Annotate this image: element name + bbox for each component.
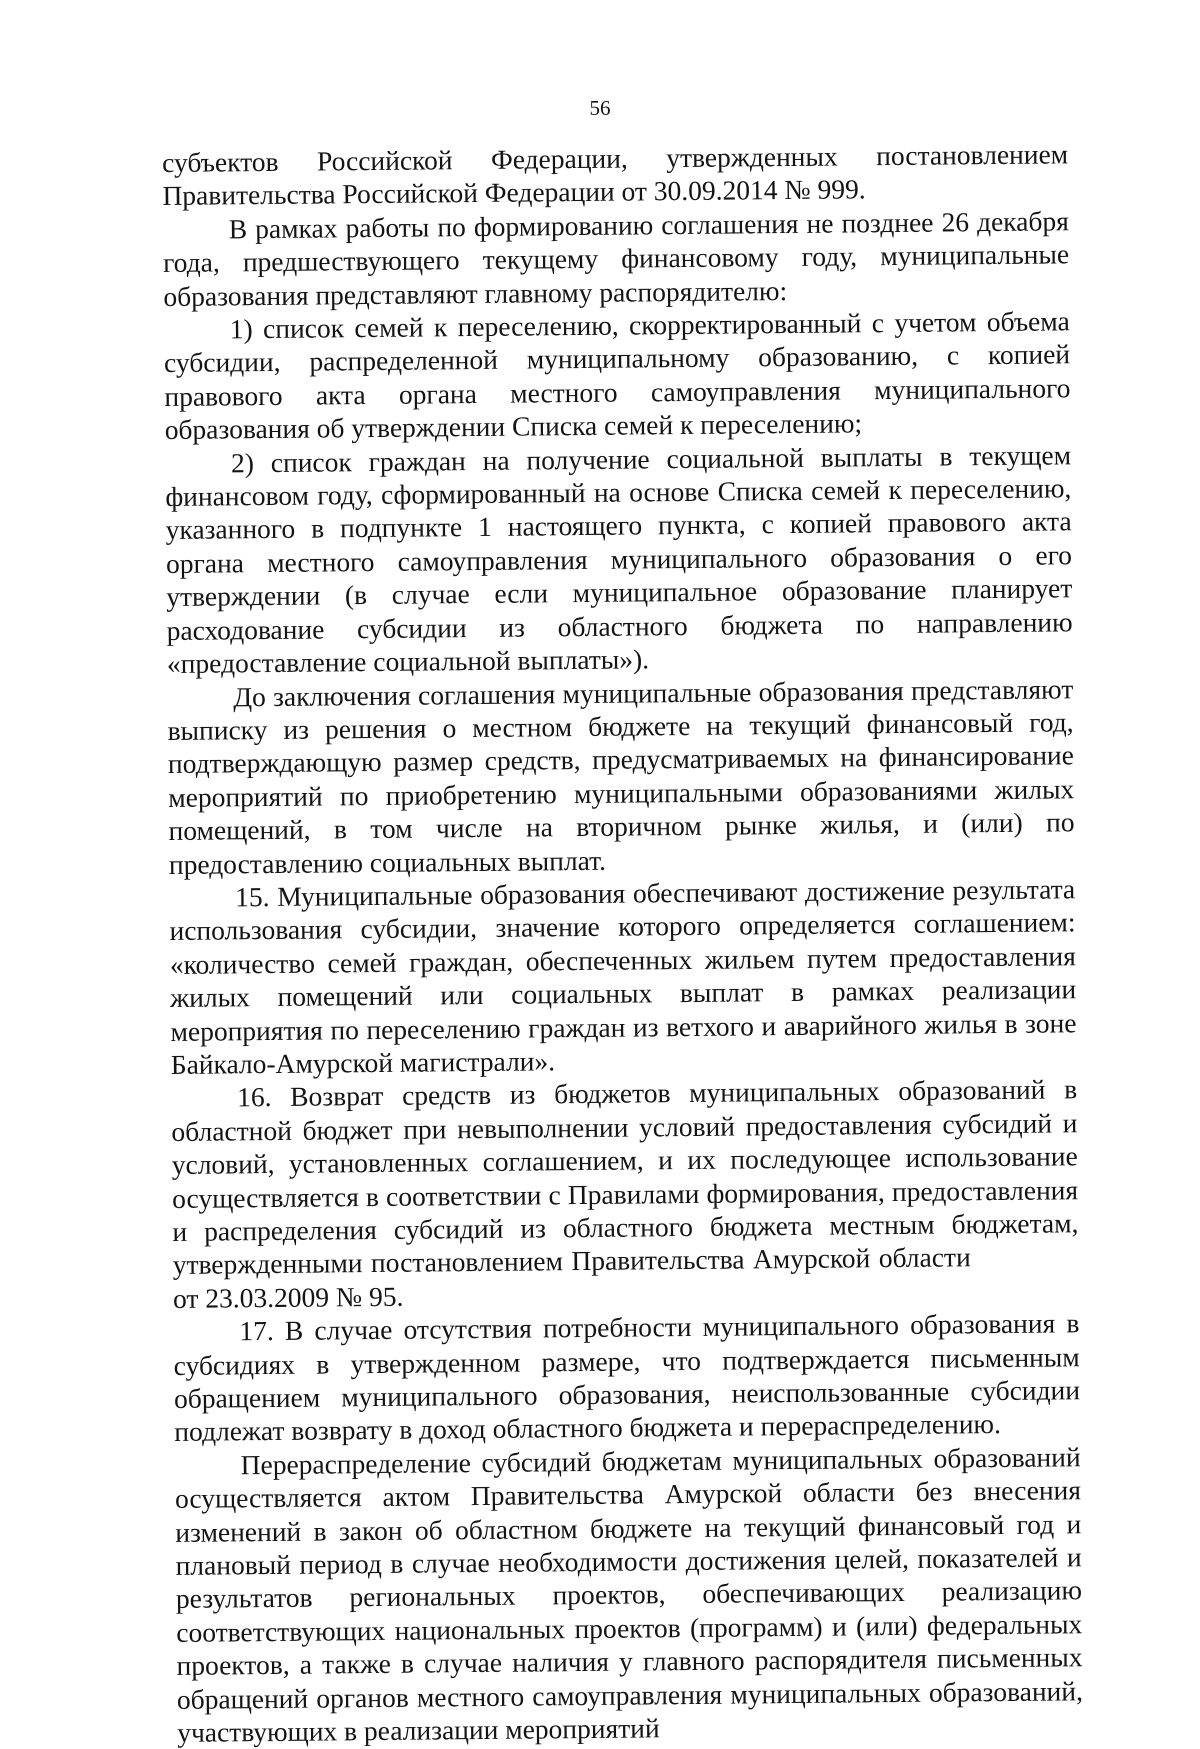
paragraph-item-1: 1) список семей к переселению, скорректированный с учетом объема субсидии, распределенной муниципальному образованию, с копией правового акта органа местного самоуправления муниципального образования об утверждении Списка семей к переселению; xyxy=(163,305,1071,446)
paragraph-clause-16 xyxy=(171,1073,1079,1316)
paragraph-clause-17: 17. В случае отсутствия потребности муниципального образования в субсидиях в утвержденном размере, что подтверждается письменным обращением муниципального образования, неиспользованные субсидии подлежат возврату в доход областного бюджета и перераспределению. xyxy=(173,1307,1081,1448)
paragraph-gap xyxy=(971,1266,1079,1267)
paragraph-agreement-deadline: В рамках работы по формированию соглашения не позднее 26 декабря года, предшествующего текущему финансовому году, муниципальные образования представляют главному распорядителю: xyxy=(162,205,1070,312)
paragraph-clause-16-text: 16. Возврат средств из бюджетов муниципальных образований в областной бюджет при невыполнении условий предоставления субсидий и условий, установленных соглашением, и их последующее использование осуществляется в соответствии с Правилами формирования, предоставления и распределения субсидий из областного бюджета местным бюджетам, утвержденными постановлением Правительства Амурской области xyxy=(171,1073,1079,1281)
paragraph-budget-extract: До заключения соглашения муниципальные образования представляют выписку из решения о местном бюджете на текущий финансовый год, подтверждающую размер средств, предусматриваемых на финансирование мероприятий по приобретению муниципальными образованиями жилых помещений, в том числе на вторичном рынке жилья, и (или) по предоставлению социальных выплат. xyxy=(167,672,1075,880)
paragraph-continuation: субъектов Российской Федерации, утвержденных постановлением Правительства Российской Федерации от 30.09.2014 № 999. xyxy=(162,138,1069,212)
page-number: 56 xyxy=(589,96,611,120)
paragraph-clause-16-date: от 23.03.2009 № 95. xyxy=(172,1280,404,1314)
paragraph-redistribution: Перераспределение субсидий бюджетам муниципальных образований осуществляется актом Правительства Амурской области без внесения изменений в закон об областном бюджете на текущий финансовый год и плановый период в случае необходимости достижения целей, показателей и результатов региональных проектов, обеспечивающих реализацию соответствующих национальных проектов (программ) и (или) федеральных проектов, а также в случае наличия у главного распорядителя письменных обращений органов местного самоуправления муниципальных образований, участвующих в реализации мероприятий xyxy=(174,1441,1084,1749)
paragraph-item-2: 2) список граждан на получение социальной выплаты в текущем финансовом году, сформированный на основе Списка семей к переселению, указанного в подпункте 1 настоящего пункта, с копией правового акта органа местного самоуправления муниципального образования о его утверждении (в случае если муниципальное образование планирует расходование субсидии из областного бюджета по направлению «предоставление социальной выплаты»). xyxy=(165,438,1073,680)
paragraph-clause-15: 15. Муниципальные образования обеспечивают достижение результата использования субсидии, значение которого определяется соглашением: «количество семей граждан, обеспеченных жильем путем предоставления жилых помещений или социальных выплат в рамках реализации мероприятия по переселению граждан из ветхого и аварийного жилья в зоне Байкало-Амурской магистрали». xyxy=(169,873,1077,1080)
document-body xyxy=(162,137,1083,1749)
